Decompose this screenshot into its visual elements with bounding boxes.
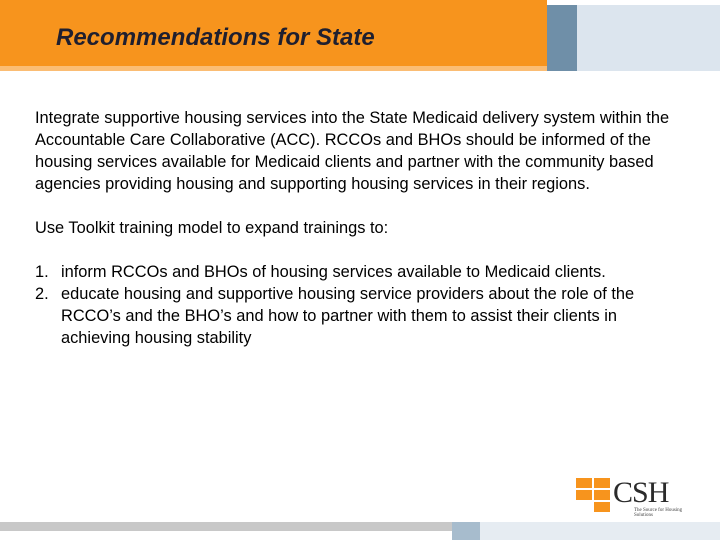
slide-title: Recommendations for State [56,24,375,51]
list-item [35,261,685,283]
slide-body [35,107,685,349]
footer-bar-accent [452,522,480,540]
paragraph-toolkit: Use Toolkit training model to expand trainings to: [35,219,389,237]
logo-tagline: The Source for Housing Solutions [634,508,683,518]
footer-bar-blue [452,522,720,540]
paragraph-intro: Integrate supportive housing services into the State Medicaid delivery system within the Accountable Care Collaborative (ACC). RCCOs and BHOs should be informed of the housing services available for Medicaid clients and partner with the community based agencies providing housing and supporting housing services in their regions. [35,109,670,193]
list-item-number: 2. [35,285,49,303]
header-decoration [547,5,577,71]
recommendation-list [35,261,685,349]
title-bar-shadow [0,66,547,71]
list-item-number: 1. [35,263,49,281]
footer-bar-gray [0,522,480,531]
logo-grid-icon [576,478,610,512]
header-decoration-light [577,5,720,71]
logo-text: CSH [613,476,669,509]
list-item [35,283,685,349]
list-item-text: inform RCCOs and BHOs of housing services available to Medicaid clients. [61,263,606,281]
list-item-text: educate housing and supportive housing service providers about the role of the RCCO’s and the BHO’s and how to partner with them to assist their clients in achieving housing stability [61,285,635,347]
csh-logo [576,474,686,520]
